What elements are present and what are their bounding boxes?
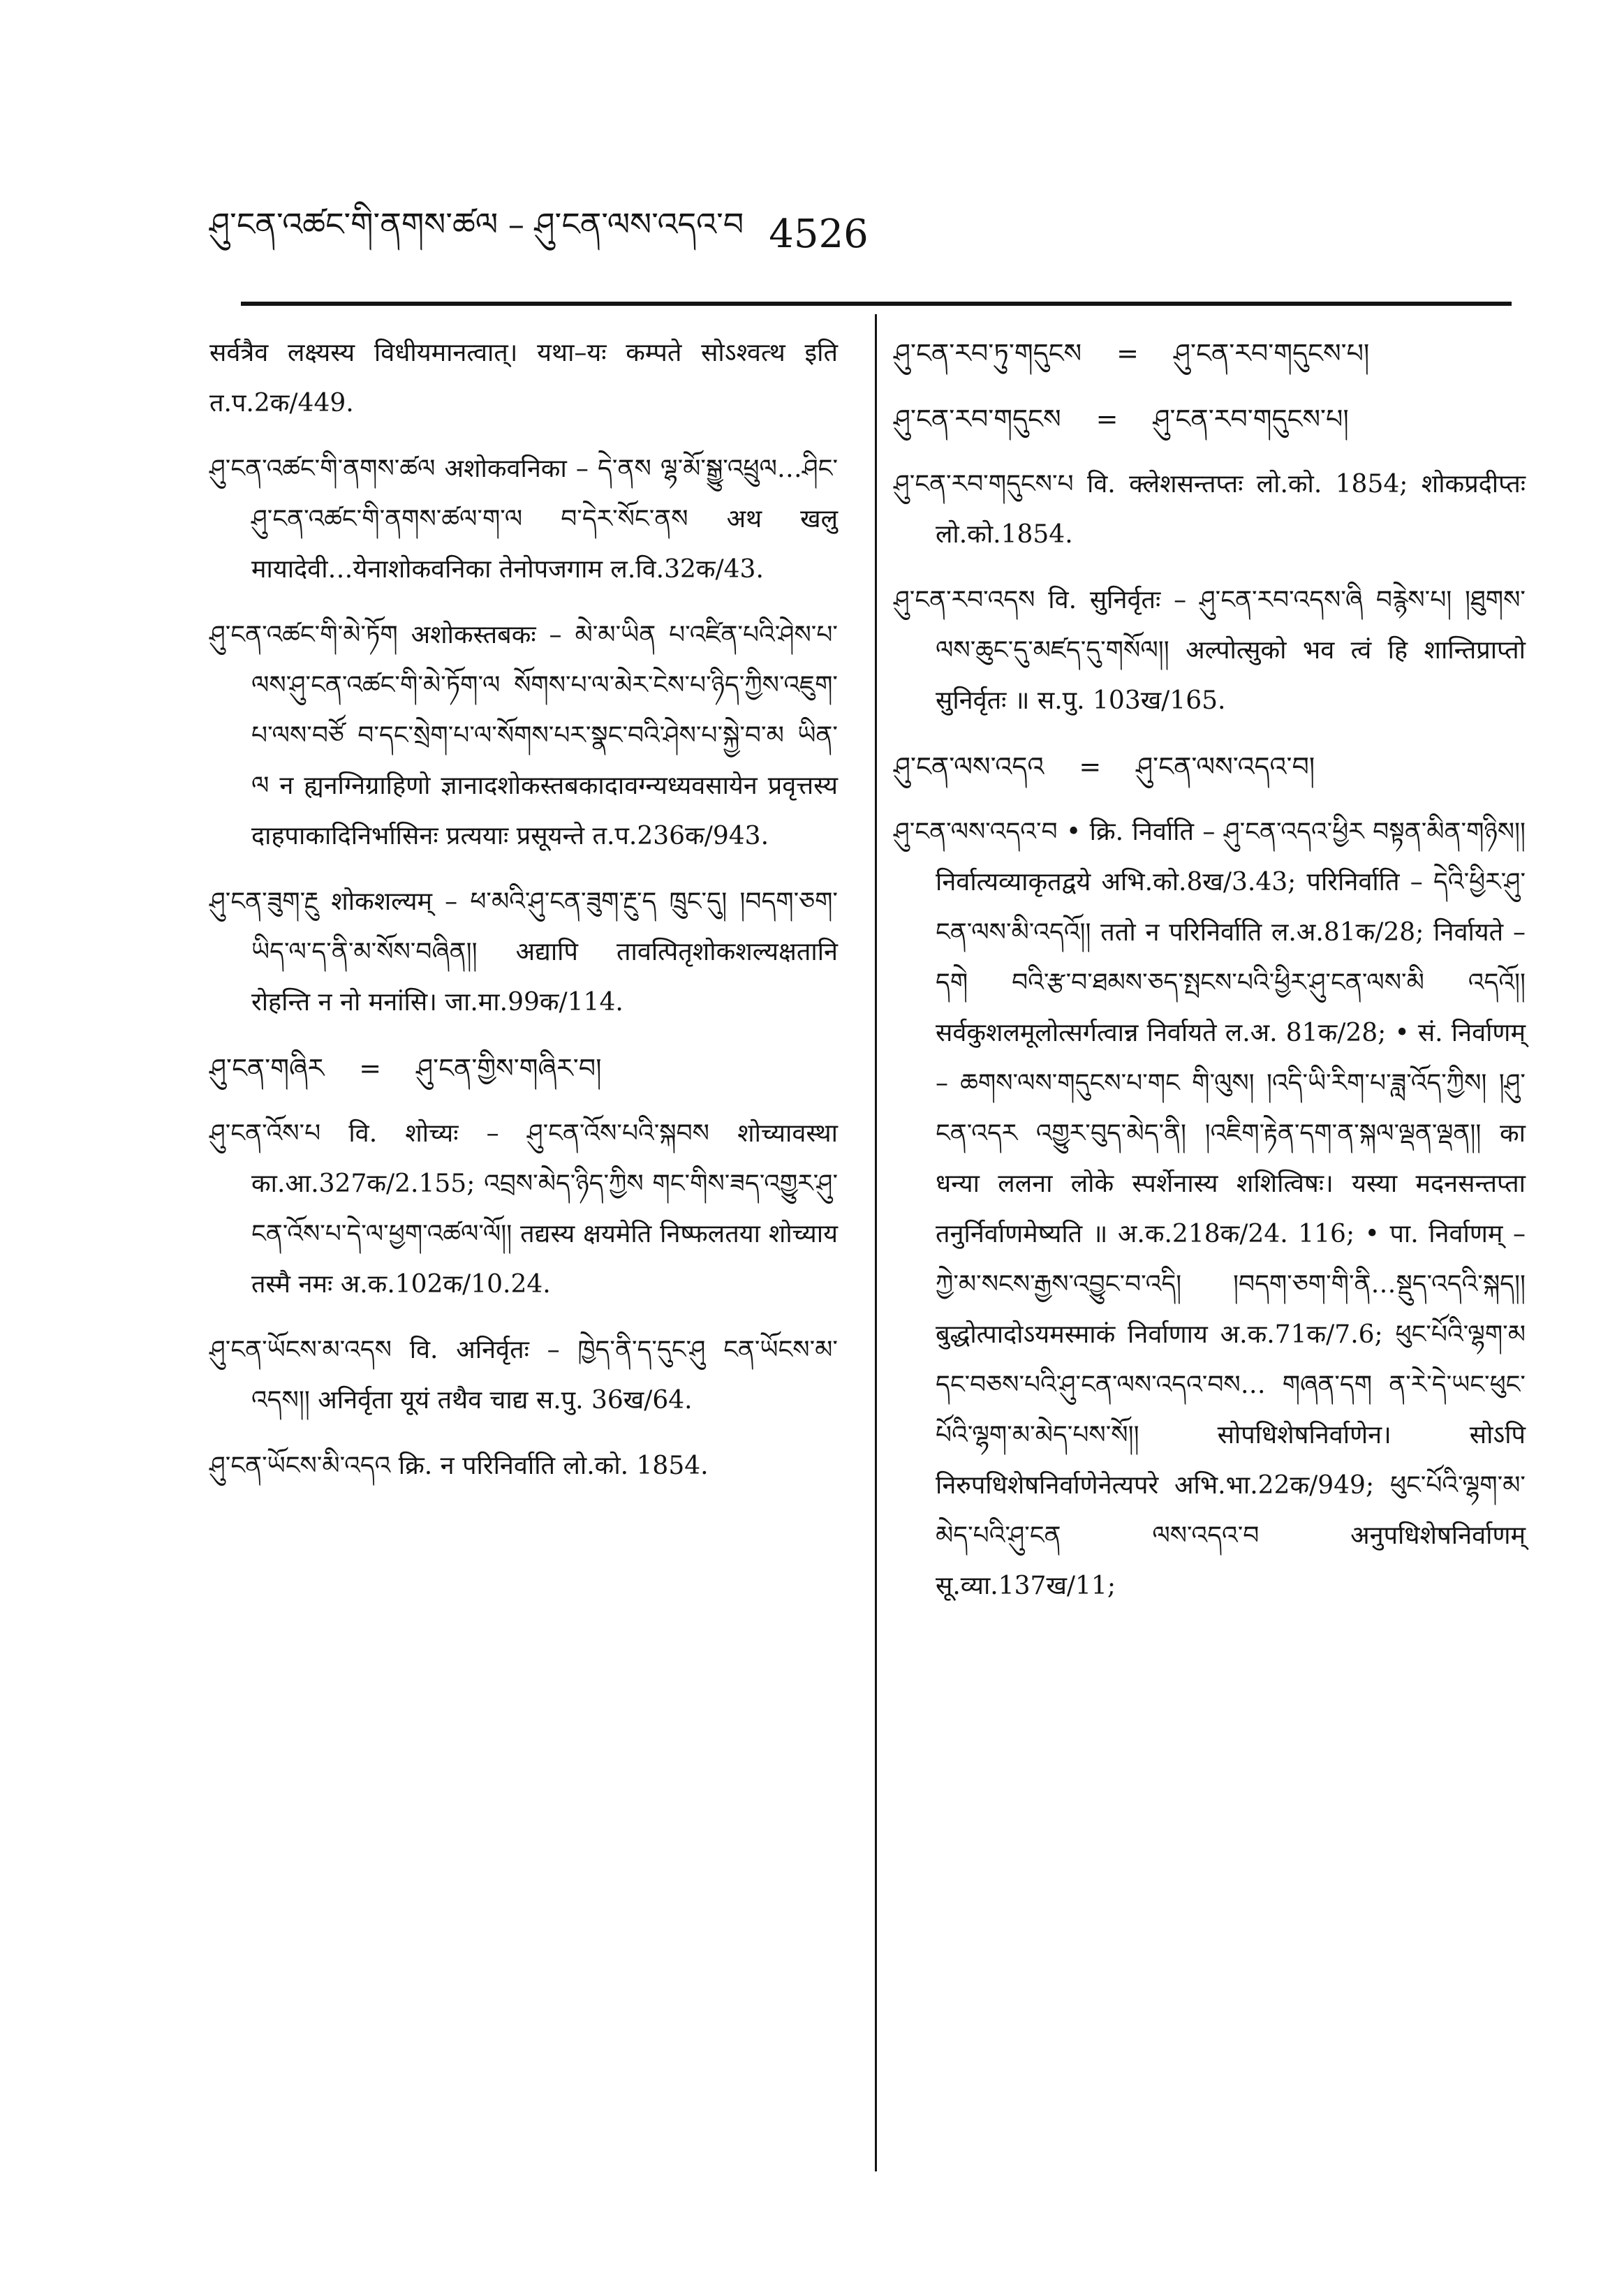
header-rule: [241, 302, 1512, 306]
entry: ཤུ་ངན་ཡོངས་མ་འདས वि. अनिर्वृतः – ཁྱེད་ནི་ད་དུང་ཤུ ངན་ཡོངས་མ་འདས།། अनिर्वृता यूयं तथैव चाद्य स.पु. 36ख/64.: [209, 1336, 838, 1415]
entry: ཤུ་ངན་འཚང་གི་མེ་ཏོག अशोकस्तबकः – མེ་མ་ཡིན པ་འཛིན་པའི་ཤེས་པ་ལས་ཤུ་ངན་འཚང་གི་མེ་ཏོག་ལ སོགས་པ་ལ་མེར་ངེས་པ་ཉིད་ཀྱིས་འཇུག་པ་ལས་བཙོ བ་དང་སྲེག་པ་ལ་སོགས་པར་སྣང་བའི་ཤེས་པ་སྐྱེ་བ་མ ཡིན་ལ न ह्यनग्निग्राहिणो ज्ञानादशोकस्तबकादावग्न्यध्यवसायेन प्रवृत्तस्य दाहपाकादिनिर्भासिनः प्रत्ययाः प्रसूयन्ते त.प.236क/943.: [209, 621, 838, 850]
xref-target: ཤུ་ངན་རབ་གདུངས་པ།: [1153, 404, 1349, 434]
xref-equals: =: [1095, 404, 1119, 434]
xref-headword: ཤུ་ངན་ལས་འདའ: [894, 751, 1044, 782]
entry: ཤུ་ངན་རབ་གདུངས་པ वि. क्लेशसन्तप्तः लो.को. 1854; शोकप्रदीप्तः लो.को.1854.: [894, 470, 1526, 549]
cross-reference: [894, 328, 1526, 378]
entry: ཤུ་ངན་འཚང་གི་ནགས་ཚལ अशोकवनिका – དེ་ནས ལྷ་མོ་སྒྱུ་འཕྲུལ…ཤིང་ཤུ་ངན་འཚང་གི་ནགས་ཚལ་ག་ལ བ་དེར་སོང་ནས अथ खलु मायादेवी…येनाशोकवनिका तेनोपजगाम ल.वि.32क/43.: [209, 455, 838, 584]
running-head-title: ཤུ་ངན་འཚང་གི་ནགས་ཚལ – ཤུ་ངན་ལས་འདའ་བ: [209, 205, 744, 243]
cross-reference: [894, 741, 1526, 792]
xref-headword: ཤུ་ངན་རབ་གདུངས: [894, 404, 1061, 434]
xref-headword: ཤུ་ངན་རབ་ཏུ་གདུངས: [894, 338, 1082, 369]
xref-equals: =: [1079, 751, 1102, 782]
entry: ཤུ་ངན་ཟུག་རྔུ शोकशल्यम् – ཕ་མའི་ཤུ་ངན་ཟུག་རྔུ་ད ཁྲུང་དུ། །བདག་ཅག་ཡིད་ལ་ད་ནི་མ་སོས་བཞིན།། अद्यापि तावत्पितृशोकशल्यक्षतानि रोहन्ति न नो मनांसि। जा.मा.99क/114.: [209, 887, 838, 1017]
entry: ཤུ་ངན་རབ་འདས वि. सुनिर्वृतः – ཤུ་ངན་རབ་འདས་ཞི བརྙེས་པ། །ཐུགས་ལས་ཆུང་དུ་མཛད་དུ་གསོལ།། अल्पोत्सुको भव त्वं हि शान्तिप्राप्तो सुनिर्वृतः ॥ स.पु. 103ख/165.: [894, 586, 1526, 715]
left-column: [209, 328, 838, 1507]
xref-equals: =: [1116, 338, 1139, 369]
xref-headword: ཤུ་ངན་གཞིར: [209, 1053, 325, 1084]
running-head: [209, 195, 943, 272]
xref-target: ཤུ་ངན་རབ་གདུངས་པ།: [1174, 338, 1370, 369]
cross-reference: [209, 1043, 838, 1093]
entry-continuation: सर्वत्रैव लक्ष्यस्य विधीयमानत्वात्। यथा–यः कम्पते सोऽश्वत्थ इति त.प.2क/449.: [209, 339, 838, 418]
xref-target: ཤུ་ངན་ལས་འདའ་བ།: [1136, 751, 1315, 782]
xref-equals: =: [359, 1053, 382, 1084]
xref-target: ཤུ་ངན་གྱིས་གཞིར་བ།: [416, 1053, 602, 1084]
entry: ཤུ་ངན་ཡོངས་མི་འདའ क्रि. न परिनिर्वाति लो.को. 1854.: [209, 1452, 709, 1480]
entry: ཤུ་ངན་འོས་པ वि. शोच्यः – ཤུ་ངན་འོས་པའི་སྐབས शोच्यावस्था का.आ.327क/2.155; འབྲས་མེད་ཉིད་ཀྱིས གང་གིས་ཟད་འགྱུར་ཤུ་ངན་འོས་པ་དེ་ལ་ཕྱག་འཚལ་ལོ།། तद्यस्य क्षयमेति निष्फलतया शोच्याय तस्मै नमः अ.क.102क/10.24.: [209, 1119, 838, 1299]
right-column: [894, 328, 1526, 1627]
entry: ཤུ་ངན་ལས་འདའ་བ • क्रि. निर्वाति – ཤུ་ངན་འདའ་ཕྱིར བསྟན་མིན་གཉིས།། निर्वात्यव्याकृतद्वये अभि.को.8ख/3.43; परिनिर्वाति – དེའི་ཕྱིར་ཤུ་ངན་ལས་མི་འདའོ།། ततो न परिनिर्वाति ल.अ.81क/28; निर्वायते – དགེ བའི་རྩ་བ་ཐམས་ཅད་སྤངས་པའི་ཕྱིར་ཤུ་ངན་ལས་མི འདའོ།། सर्वकुशलमूलोत्सर्गत्वान्न निर्वायते ल.अ. 81क/28; • सं. निर्वाणम् – ཆགས་ལས་གདུངས་པ་གང གི་ལུས། །འདི་ཡི་རིག་པ་ཟླ་འོད་ཀྱིས། །ཤུ་ངན་འདར འགྱུར་བུད་མེད་ནི། །འཇིག་རྟེན་དག་ན་སྐལ་ལྡན་ལྡན།། का धन्या ललना लोके स्पर्शेनास्य शशित्विषः। यस्या मदनसन्तप्ता तनुर्निर्वाणमेष्यति ॥ अ.क.218क/24. 116; • पा. निर्वाणम् – ཀྱེ་མ་སངས་རྒྱས་འབྱུང་བ་འདི། །བདག་ཅག་གི་ནི…སྡུད་འདའི་སྐད།། बुद्धोत्पादोऽयमस्माकं निर्वाणाय अ.क.71क/7.6; ཕུང་པོའི་ལྷག་མ དང་བཅས་པའི་ཤུ་ངན་ལས་འདའ་བས… གཞན་དག ན་རེ་དེ་ཡང་ཕུང་པོའི་ལྷག་མ་མེད་པས་སོ།། सोपधिशेषनिर्वाणेन। सोऽपि निरुपधिशेषनिर्वाणेनेत्यपरे अभि.भा.22क/949; ཕུང་པོའི་ལྷག་མ་མེད་པའི་ཤུ་ངན ལས་འདའ་བ अनुपधिशेषनिर्वाणम् सू.व्या.137ख/11;: [894, 818, 1526, 1600]
column-divider: [875, 314, 877, 2171]
cross-reference: [894, 394, 1526, 444]
page-number: 4526: [769, 211, 869, 257]
